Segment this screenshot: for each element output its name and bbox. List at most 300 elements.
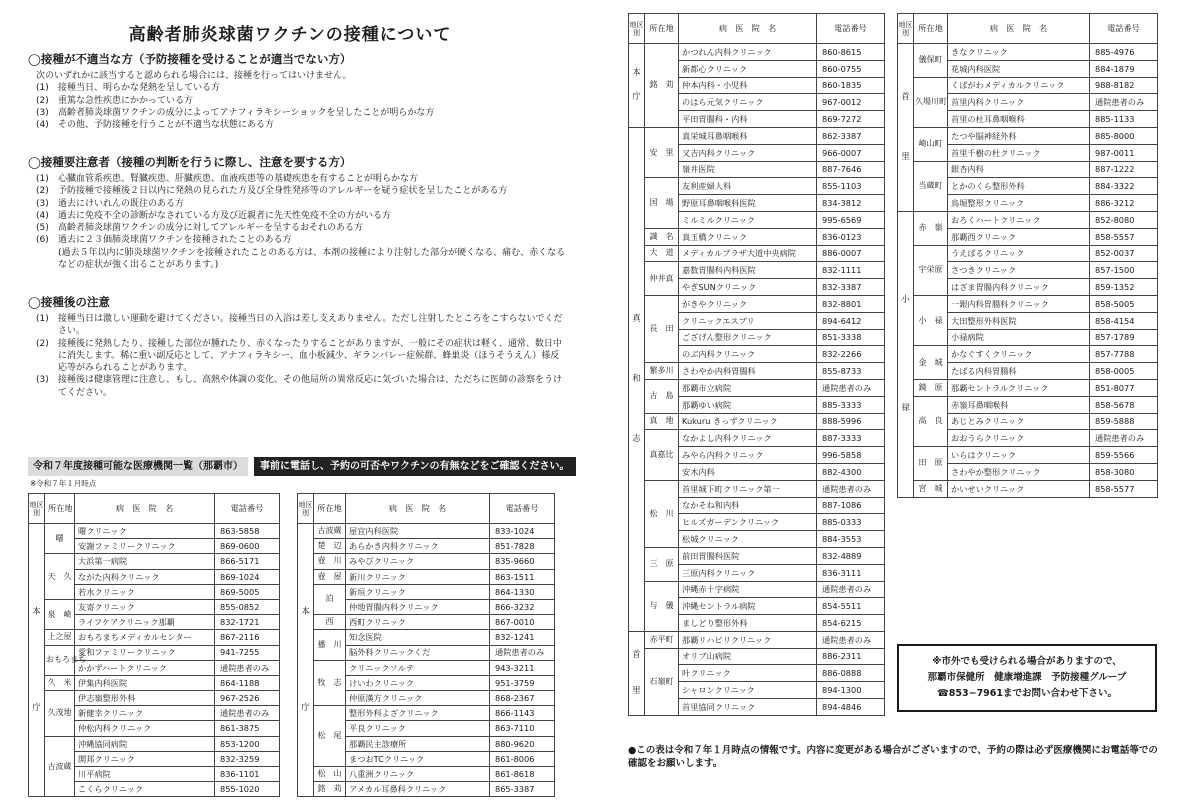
area-cell: 真 和 志 xyxy=(629,127,645,631)
clinic-name: 仲地胃腸内科クリニック xyxy=(346,599,490,614)
clinic-name: 新川クリニック xyxy=(346,569,490,584)
item-number: (3) xyxy=(36,198,49,209)
phone-number: 894-4846 xyxy=(817,699,885,716)
phone-number: 867-2116 xyxy=(215,630,280,645)
clinic-name: 銀杏内科 xyxy=(948,161,1090,178)
notice-line: ☎853−7961までお問い合わせ下さい。 xyxy=(936,688,1118,699)
table-row xyxy=(29,736,280,751)
table-row xyxy=(298,615,555,630)
phone-number: 988-8182 xyxy=(1090,77,1158,94)
location-cell: 金 城 xyxy=(914,346,948,380)
clinic-name: かなぐすくクリニック xyxy=(948,346,1090,363)
location-cell: 儀保町 xyxy=(914,44,948,78)
table-row xyxy=(629,413,885,430)
phone-number: 836-3111 xyxy=(817,564,885,581)
clinic-name: ながた内科クリニック xyxy=(75,569,215,584)
phone-number: 832-1721 xyxy=(215,615,280,630)
phone-number: 通院患者のみ xyxy=(215,706,280,721)
clinic-name: ましどり整形外科 xyxy=(679,615,817,632)
clinic-name: クリニックソルテ xyxy=(346,660,490,675)
location-cell: 石嶺町 xyxy=(645,648,679,715)
phone-number: 851-3338 xyxy=(817,329,885,346)
table-row xyxy=(629,648,885,665)
location-cell: 松 尾 xyxy=(314,706,346,767)
clinic-name: がきやクリニック xyxy=(679,295,817,312)
phone-number: 886-3212 xyxy=(1090,195,1158,212)
phone-number: 861-3875 xyxy=(215,721,280,736)
location-cell: 識 名 xyxy=(645,228,679,245)
clinic-name: 仲本内科・小児科 xyxy=(679,77,817,94)
table-row xyxy=(298,630,555,645)
location-cell: 泊 xyxy=(314,584,346,614)
section-item xyxy=(36,82,568,94)
item-number: (4) xyxy=(36,210,49,221)
location-cell: 高 良 xyxy=(914,396,948,446)
location-cell: 真 地 xyxy=(645,413,679,430)
item-number: (3) xyxy=(36,107,49,118)
table-header-row xyxy=(629,14,885,44)
clinic-name: 首里の杜耳鼻咽喉科 xyxy=(948,111,1090,128)
table-row xyxy=(898,127,1158,144)
phone-number: 通院患者のみ xyxy=(1090,430,1158,447)
phone-number: 854-6215 xyxy=(817,615,885,632)
location-cell: 宮 城 xyxy=(914,480,948,497)
location-cell: 牧 志 xyxy=(314,660,346,706)
area-header: 地区別 xyxy=(29,494,45,524)
area-header: 地区別 xyxy=(898,14,914,44)
phone-number: 885-0333 xyxy=(817,514,885,531)
phone-number: 864-1330 xyxy=(490,584,555,599)
phone-number: 836-0123 xyxy=(817,228,885,245)
table-row xyxy=(29,554,280,569)
item-text: 過去に免疫不全の診断がなされている方及び近親者に先天性免疫不全の方がいる方 xyxy=(58,210,392,221)
clinic-name: ライフケアクリニック那覇 xyxy=(75,615,215,630)
phone-number: 851-8077 xyxy=(1090,379,1158,396)
clinic-name: 平田胃腸科・内科 xyxy=(679,111,817,128)
clinic-name: かいせいクリニック xyxy=(948,480,1090,497)
clinic-name: みやら内科クリニック xyxy=(679,447,817,464)
table-header-row xyxy=(29,494,280,524)
clinic-name: シャロンクリニック xyxy=(679,682,817,699)
phone-number: 858-5557 xyxy=(1090,228,1158,245)
location-cell: 古 島 xyxy=(645,379,679,413)
item-text: 高齢者肺炎球菌ワクチンの成分によってアナフィラキシーショックを呈したことが明らかな方 xyxy=(58,107,435,118)
table-header-row xyxy=(898,14,1158,44)
clinic-name: オリブ山病院 xyxy=(679,648,817,665)
phone-number: 865-3387 xyxy=(490,782,555,797)
clinic-name: 開邦クリニック xyxy=(75,751,215,766)
phone-number: 859-1352 xyxy=(1090,279,1158,296)
table-row xyxy=(298,660,555,675)
location-cell: 古波蔵 xyxy=(45,736,75,797)
phone-number: 858-5577 xyxy=(1090,480,1158,497)
table-row xyxy=(298,569,555,584)
section-heading: ◯接種が不適当な方（予防接種を受けることが適当でない方） xyxy=(28,52,352,66)
clinic-name: 那覇ゆい病院 xyxy=(679,396,817,413)
clinic-name: 嶺井医院 xyxy=(679,161,817,178)
location-cell: 長 田 xyxy=(645,295,679,362)
clinic-name: 沖縄セントラル病院 xyxy=(679,598,817,615)
phone-number: 869-0600 xyxy=(215,539,280,554)
clinic-name: 大浜第一病院 xyxy=(75,554,215,569)
area-header: 地区別 xyxy=(298,494,314,524)
phone-number: 861-8006 xyxy=(490,751,555,766)
phone-number: 858-5678 xyxy=(1090,396,1158,413)
table-row xyxy=(298,782,555,797)
clinic-table xyxy=(28,493,280,797)
clinic-name: 真玉橋クリニック xyxy=(679,228,817,245)
clinic-name: 鳥堀整形クリニック xyxy=(948,195,1090,212)
footer-note: ●この表は令和７年１月時点の情報です。内容に変更がある場合がございますので、予約の際は必ず医療機関にお電話等での確認をお願いします。 xyxy=(628,745,1158,769)
location-cell: 久茂地 xyxy=(45,691,75,737)
phone-header: 電話番号 xyxy=(817,14,885,44)
location-cell: 仲井真 xyxy=(645,262,679,296)
section-intro: 次のいずれかに該当すると認められる場合には、接種を行ってはいけません。 xyxy=(36,71,352,81)
table-header-row xyxy=(298,494,555,524)
clinic-name: 安謝ファミリークリニック xyxy=(75,539,215,554)
clinic-name: 花城内科医院 xyxy=(948,60,1090,77)
clinic-name: 平良クリニック xyxy=(346,721,490,736)
table-row xyxy=(29,691,280,706)
phone-number: 886-2311 xyxy=(817,648,885,665)
clinic-name: 三原内科クリニック xyxy=(679,564,817,581)
phone-number: 855-1103 xyxy=(817,178,885,195)
phone-number: 885-1133 xyxy=(1090,111,1158,128)
table-row xyxy=(898,295,1158,312)
clinic-name: 整形外科よざクリニック xyxy=(346,706,490,721)
phone-number: 894-1300 xyxy=(817,682,885,699)
location-cell: 久 米 xyxy=(45,675,75,690)
item-number: (4) xyxy=(36,120,49,131)
clinic-name: Kukuru きっずクリニック xyxy=(679,413,817,430)
clinic-name: いらはクリニック xyxy=(948,447,1090,464)
location-cell: 古波蔵 xyxy=(314,524,346,539)
phone-number: 885-4976 xyxy=(1090,44,1158,61)
clinic-name: おおうらクリニック xyxy=(948,430,1090,447)
clinic-name: 八重洲クリニック xyxy=(346,767,490,782)
phone-number: 887-1086 xyxy=(817,497,885,514)
table-row xyxy=(898,379,1158,396)
table-row xyxy=(298,539,555,554)
table-row xyxy=(898,44,1158,61)
area-cell: 首 里 xyxy=(898,44,914,212)
table-row xyxy=(298,584,555,599)
location-cell: 銘 苅 xyxy=(645,44,679,128)
table-row xyxy=(298,706,555,721)
area-header: 地区別 xyxy=(629,14,645,44)
clinic-name: 那覇セントラルクリニック xyxy=(948,379,1090,396)
location-cell: 松 山 xyxy=(314,767,346,782)
clinic-name: かかずハートクリニック xyxy=(75,660,215,675)
clinic-name: 松城クリニック xyxy=(679,531,817,548)
phone-number: 869-7272 xyxy=(817,111,885,128)
item-text: 過去にけいれんの既往のある方 xyxy=(58,198,185,209)
item-text: 高齢者肺炎球菌ワクチンの成分に対してアレルギーを呈するおそれのある方 xyxy=(58,223,363,234)
phone-number: 858-0005 xyxy=(1090,363,1158,380)
clinic-name: ござげん整形クリニック xyxy=(679,329,817,346)
phone-number: 887-3333 xyxy=(817,430,885,447)
phone-number: 886-0888 xyxy=(817,665,885,682)
table-row xyxy=(629,379,885,396)
section xyxy=(28,155,568,271)
location-cell: 繁多川 xyxy=(645,363,679,380)
phone-number: 832-2266 xyxy=(817,346,885,363)
item-text: 予防接種で接種後２日以内に発熱の見られた方及び全身性発疹等のアレルギーを疑う症状を呈したことがある方 xyxy=(58,186,508,197)
table-row xyxy=(29,630,280,645)
phone-number: 941-7255 xyxy=(215,645,280,660)
phone-number: 967-0012 xyxy=(817,94,885,111)
table-row xyxy=(629,430,885,447)
item-number: (1) xyxy=(36,83,49,94)
clinic-name: たつや脳神経外科 xyxy=(948,127,1090,144)
clinic-name: 西町クリニック xyxy=(346,615,490,630)
list-header xyxy=(28,457,576,476)
phone-number: 886-0007 xyxy=(817,245,885,262)
phone-number: 通院患者のみ xyxy=(817,379,885,396)
table-row xyxy=(629,363,885,380)
section-item xyxy=(36,185,568,197)
location-cell: 安 里 xyxy=(645,127,679,177)
clinic-name: 新都心クリニック xyxy=(679,60,817,77)
phone-number: 861-8618 xyxy=(490,767,555,782)
table-row xyxy=(629,631,885,648)
phone-number: 通院患者のみ xyxy=(817,480,885,497)
clinic-name: まつおTCクリニック xyxy=(346,751,490,766)
section-heading: ◯接種要注意者（接種の判断を行うに際し、注意を要する方） xyxy=(28,155,352,169)
phone-number: 860-8615 xyxy=(817,44,885,61)
name-header: 病 医 院 名 xyxy=(75,494,215,524)
phone-number: 通院患者のみ xyxy=(215,660,280,675)
clinic-name: 赤嶺耳鼻咽喉科 xyxy=(948,396,1090,413)
table-row xyxy=(898,211,1158,228)
phone-number: 862-3387 xyxy=(817,127,885,144)
location-cell: 銘 苅 xyxy=(314,782,346,797)
clinic-table xyxy=(897,13,1158,498)
table-row xyxy=(629,127,885,144)
section-item xyxy=(36,119,568,131)
phone-number: 967-2526 xyxy=(215,691,280,706)
table-row xyxy=(629,547,885,564)
clinic-name: 新健幸クリニック xyxy=(75,706,215,721)
phone-number: 858-4154 xyxy=(1090,312,1158,329)
clinic-name: ヒルズガーデンクリニック xyxy=(679,514,817,531)
phone-number: 943-3211 xyxy=(490,660,555,675)
clinic-name: こくらクリニック xyxy=(75,782,215,797)
location-cell: 久場川町 xyxy=(914,77,948,127)
item-number: (6) xyxy=(36,235,49,246)
clinic-name: 首里内科クリニック xyxy=(948,94,1090,111)
clinic-name: 新垣クリニック xyxy=(346,584,490,599)
phone-number: 887-7646 xyxy=(817,161,885,178)
table-row xyxy=(629,262,885,279)
phone-number: 951-3759 xyxy=(490,675,555,690)
table-row xyxy=(298,554,555,569)
item-text: 重篤な急性疾患にかかっている方 xyxy=(58,95,194,106)
table-row xyxy=(629,480,885,497)
item-text: 心臓血管系疾患、腎臓疾患、肝臓疾患、血液疾患等の基礎疾患を有することが明らかな方 xyxy=(58,174,419,184)
phone-number: 860-1835 xyxy=(817,77,885,94)
phone-number: 885-3333 xyxy=(817,396,885,413)
location-cell: 赤平町 xyxy=(645,631,679,648)
phone-number: 880-9620 xyxy=(490,736,555,751)
clinic-name: さわやか内科胃腸科 xyxy=(679,363,817,380)
phone-number: 通院患者のみ xyxy=(817,631,885,648)
clinic-name: 安木内科 xyxy=(679,463,817,480)
phone-number: 857-1500 xyxy=(1090,262,1158,279)
phone-number: 836-1101 xyxy=(215,767,280,782)
phone-number: 832-3387 xyxy=(817,279,885,296)
clinic-name: 首里千樹の杜クリニック xyxy=(948,144,1090,161)
location-cell: 宇栄原 xyxy=(914,245,948,295)
phone-number: 851-7828 xyxy=(490,539,555,554)
phone-number: 855-0852 xyxy=(215,599,280,614)
clinic-name: 又吉内科クリニック xyxy=(679,144,817,161)
clinic-name: あらかき内科クリニック xyxy=(346,539,490,554)
item-text: その他、予防接種を行うことが不適当な状態にある方 xyxy=(58,120,275,131)
section-item xyxy=(36,107,568,119)
phone-number: 855-8733 xyxy=(817,363,885,380)
table-row xyxy=(29,645,280,660)
table-row xyxy=(898,77,1158,94)
location-cell: 泉 崎 xyxy=(45,599,75,629)
phone-number: 832-3259 xyxy=(215,751,280,766)
clinic-name: クリニックエスプリ xyxy=(679,312,817,329)
clinic-name: 曙クリニック xyxy=(75,524,215,539)
table-row xyxy=(898,480,1158,497)
location-cell: 三 原 xyxy=(645,547,679,581)
phone-number: 854-5511 xyxy=(817,598,885,615)
table-row xyxy=(629,295,885,312)
table-row xyxy=(29,599,280,614)
clinic-name: 仲原漢方クリニック xyxy=(346,691,490,706)
clinic-name: アメカル耳鼻科クリニック xyxy=(346,782,490,797)
location-cell: 西 xyxy=(314,615,346,630)
phone-number: 852-8080 xyxy=(1090,211,1158,228)
clinic-name: 首里城下町クリニック第一 xyxy=(679,480,817,497)
clinic-name: とかのくら整形外科 xyxy=(948,178,1090,195)
phone-number: 867-0010 xyxy=(490,615,555,630)
phone-number: 869-1024 xyxy=(215,569,280,584)
phone-number: 834-3812 xyxy=(817,195,885,212)
table-row xyxy=(898,161,1158,178)
clinic-name: メディカルプラザ大道中央病院 xyxy=(679,245,817,262)
phone-number: 858-3080 xyxy=(1090,463,1158,480)
list-notice: 事前に電話し、予約の可否やワクチンの有無などをご確認ください。 xyxy=(254,457,576,476)
clinic-name: さつきクリニック xyxy=(948,262,1090,279)
clinic-table xyxy=(297,493,555,797)
clinic-name: くばがわメディカルクリニック xyxy=(948,77,1090,94)
item-number: (2) xyxy=(36,338,49,349)
clinic-name: 那覇西クリニック xyxy=(948,228,1090,245)
phone-number: 833-1024 xyxy=(490,524,555,539)
phone-number: 966-0007 xyxy=(817,144,885,161)
location-cell: 曙 xyxy=(45,524,75,554)
location-cell: 与 儀 xyxy=(645,581,679,631)
phone-number: 887-1222 xyxy=(1090,161,1158,178)
location-cell: 崎山町 xyxy=(914,127,948,161)
phone-number: 857-7788 xyxy=(1090,346,1158,363)
table-row xyxy=(298,767,555,782)
clinic-name: 野原耳鼻咽喉科医院 xyxy=(679,195,817,212)
name-header: 病 医 院 名 xyxy=(679,14,817,44)
page-title: 高齢者肺炎球菌ワクチンの接種について xyxy=(128,25,452,45)
item-text: 接種後に発熱したり、接種した部位が腫れたり、赤くなったりすることがありますが、一般にその症状は軽く、通常、数日中に消失します。稀に重い副反応として、アナフィラキシー、血小板減少、ギランバレー症候群、蜂巣炎（ほうそうえん）様反応等がみられることがあります。 xyxy=(58,338,562,374)
clinic-name: 沖縄赤十字病院 xyxy=(679,581,817,598)
phone-number: 852-0037 xyxy=(1090,245,1158,262)
phone-header: 電話番号 xyxy=(1090,14,1158,44)
location-cell: 小 禄 xyxy=(914,295,948,345)
phone-number: 857-1789 xyxy=(1090,329,1158,346)
table-row xyxy=(298,524,555,539)
location-cell: 田 原 xyxy=(914,447,948,481)
table-row xyxy=(898,396,1158,413)
phone-number: 863-7110 xyxy=(490,721,555,736)
phone-number: 866-1143 xyxy=(490,706,555,721)
area-cell: 本 庁 xyxy=(298,524,314,797)
phone-number: 894-6412 xyxy=(817,312,885,329)
location-cell: 赤 嶺 xyxy=(914,211,948,245)
clinic-name: 沖縄協同病院 xyxy=(75,736,215,751)
location-header: 所在地 xyxy=(314,494,346,524)
phone-number: 859-5888 xyxy=(1090,413,1158,430)
clinic-name: たばる内科胃腸科 xyxy=(948,363,1090,380)
phone-header: 電話番号 xyxy=(490,494,555,524)
phone-number: 832-1241 xyxy=(490,630,555,645)
clinic-name: 伊集内科医院 xyxy=(75,675,215,690)
phone-number: 通院患者のみ xyxy=(490,645,555,660)
area-cell: 本 庁 xyxy=(29,524,45,797)
table-row xyxy=(629,581,885,598)
clinic-name: 首里協同クリニック xyxy=(679,699,817,716)
phone-number: 858-5005 xyxy=(1090,295,1158,312)
area-cell: 小 禄 xyxy=(898,211,914,497)
clinic-name: なかよし内科クリニック xyxy=(679,430,817,447)
phone-number: 888-5996 xyxy=(817,413,885,430)
item-text: 接種後は健康管理に注意し、もし、高熱や体調の変化、その他局所の異常反応に気づいた場合は、ただちに医師の診察をうけてください。 xyxy=(58,375,563,398)
phone-number: 866-5171 xyxy=(215,554,280,569)
phone-number: 995-6569 xyxy=(817,211,885,228)
location-cell: 播 川 xyxy=(314,630,346,660)
clinic-name: のはら元気クリニック xyxy=(679,94,817,111)
location-cell: 鏡 原 xyxy=(914,379,948,396)
notice-line: ※市外でも受けられる場合がありますので、 xyxy=(932,656,1122,667)
table-row xyxy=(898,447,1158,464)
phone-number: 869-5005 xyxy=(215,584,280,599)
clinic-name: 友利産婦人科 xyxy=(679,178,817,195)
phone-header: 電話番号 xyxy=(215,494,280,524)
phone-number: 882-4300 xyxy=(817,463,885,480)
clinic-name: みやびクリニック xyxy=(346,554,490,569)
phone-number: 884-3322 xyxy=(1090,178,1158,195)
clinic-name: 前田胃腸科医院 xyxy=(679,547,817,564)
contact-notice xyxy=(897,644,1157,712)
location-cell: 上之屋 xyxy=(45,630,75,645)
section-heading: ◯接種後の注意 xyxy=(28,295,110,309)
table-row xyxy=(29,524,280,539)
phone-number: 884-1879 xyxy=(1090,60,1158,77)
table-row xyxy=(898,346,1158,363)
clinic-table xyxy=(628,13,885,716)
item-text: 接種当日、明らかな発熱を呈している方 xyxy=(58,83,221,94)
phone-number: 868-2367 xyxy=(490,691,555,706)
clinic-name: 小禄病院 xyxy=(948,329,1090,346)
location-cell: 松 川 xyxy=(645,480,679,547)
clinic-name: おもろまちメディカルセンター xyxy=(75,630,215,645)
location-cell: 真嘉比 xyxy=(645,430,679,480)
location-header: 所在地 xyxy=(645,14,679,44)
clinic-name: 仲松内科クリニック xyxy=(75,721,215,736)
clinic-name: なかそね和内科 xyxy=(679,497,817,514)
